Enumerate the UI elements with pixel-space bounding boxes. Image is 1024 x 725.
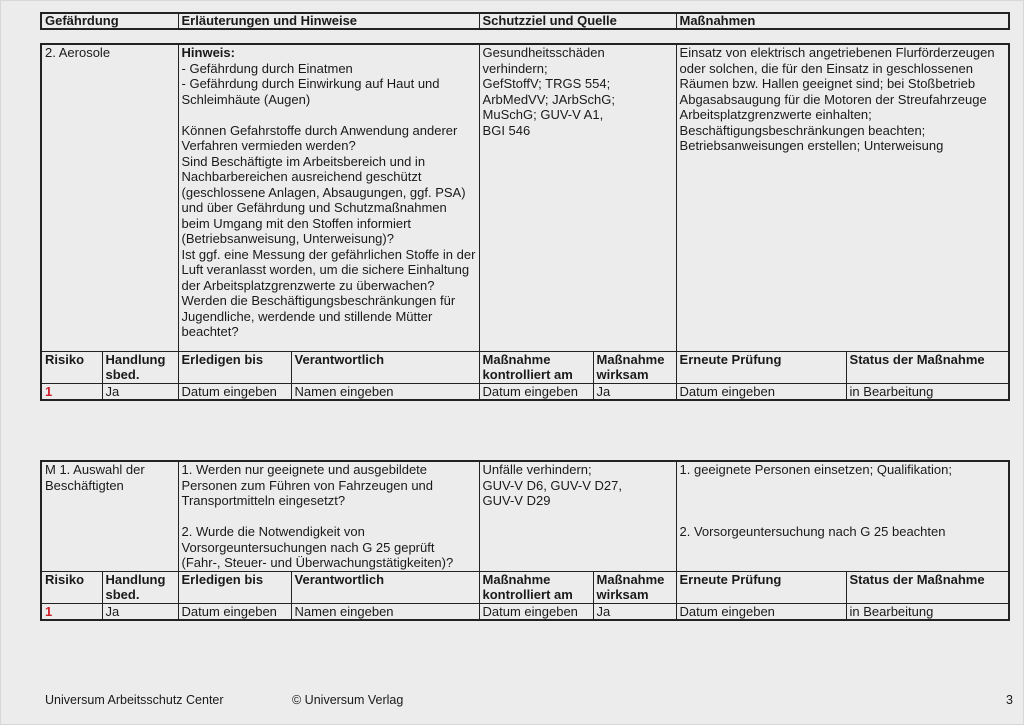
subheader-wirksam: Maßnahme wirksam — [593, 351, 676, 383]
page-number: 3 — [1006, 693, 1013, 707]
pruefung-field[interactable]: Datum eingeben — [676, 383, 846, 400]
massnahmen-cell: Einsatz von elektrisch angetriebenen Flurförderzeugen oder solchen, die für den Einsatz in geschlossenen Räumen bzw. Hallen geeignet sind; bei Stoßbetrieb Abgasabsaugung für die Motoren der Streufahrzeuge Arbeitsplatzgrenzwerte einhalten; Beschäftigungsbeschränkungen beachten; Betriebsanweisungen erstellen; Unterweisung — [676, 44, 1009, 351]
header-gefaehrdung: Gefährdung — [41, 13, 178, 29]
verantwortlich-field[interactable]: Namen eingeben — [291, 603, 479, 620]
footer-copyright: © Universum Verlag — [292, 693, 404, 707]
schutzziel-cell: Gesundheitsschäden verhindern; GefStoffV; TRGS 554; ArbMedVV; JArbSchG; MuSchG; GUV-V A1, BGI 546 — [479, 44, 676, 351]
verantwortlich-field[interactable]: Namen eingeben — [291, 383, 479, 400]
massnahmen-cell: 1. geeignete Personen einsetzen; Qualifikation; 2. Vorsorgeuntersuchung nach G 25 beachten — [676, 461, 1009, 571]
subheader-pruefung: Erneute Prüfung — [676, 571, 846, 603]
subheader-handlung: Handlung sbed. — [102, 351, 178, 383]
gefaehrdung-cell: M 1. Auswahl der Beschäftigten — [41, 461, 178, 571]
handlung-field[interactable]: Ja — [102, 383, 178, 400]
subheader-erledigen: Erledigen bis — [178, 351, 291, 383]
wirksam-field[interactable]: Ja — [593, 383, 676, 400]
handlung-field[interactable]: Ja — [102, 603, 178, 620]
gefaehrdung-cell: 2. Aerosole — [41, 44, 178, 351]
subheader-wirksam: Maßnahme wirksam — [593, 571, 676, 603]
kontrolliert-field[interactable]: Datum eingeben — [479, 603, 593, 620]
subheader-risiko: Risiko — [41, 351, 102, 383]
subheader-verantwortlich: Verantwortlich — [291, 571, 479, 603]
subheader-kontrolliert: Maßnahme kontrolliert am — [479, 571, 593, 603]
hazard-entry-auswahl — [40, 460, 1010, 621]
erledigen-field[interactable]: Datum eingeben — [178, 603, 291, 620]
subheader-erledigen: Erledigen bis — [178, 571, 291, 603]
status-field[interactable]: in Bearbeitung — [846, 383, 1009, 400]
erlaeuterungen-text: - Gefährdung durch Einatmen - Gefährdung durch Einwirkung auf Haut und Schleimhäute (Augen) Können Gefahrstoffe durch Anwendung anderer Verfahren vermieden werden? Sind Beschäftigte im Arbeitsbereich und in Nachbarbereichen ausreichend geschützt (geschlossene Anlagen, Absaugungen, ggf. PSA) und über Gefährdung und Schutzmaßnahmen beim Umgang mit den Stoffen informiert (Betriebsanweisung, Unterweisung)? Ist ggf. eine Messung der gefährlichen Stoffe in der Luft veranlasst worden, um die sichere Einhaltung der Arbeitsplatzgrenzwerte zu überwachen? Werden die Beschäftigungsbeschränkungen für Jugendliche, werdende und stillende Mütter beachtet? — [181, 60, 476, 339]
hinweis-label: Hinweis: — [181, 45, 235, 60]
risiko-field[interactable]: 1 — [41, 603, 102, 620]
erledigen-field[interactable]: Datum eingeben — [178, 383, 291, 400]
status-field[interactable]: in Bearbeitung — [846, 603, 1009, 620]
column-header-table — [40, 12, 1010, 30]
header-massnahmen: Maßnahmen — [676, 13, 1009, 29]
subheader-verantwortlich: Verantwortlich — [291, 351, 479, 383]
erlaeuterungen-cell: 1. Werden nur geeignete und ausgebildete Personen zum Führen von Fahrzeugen und Transportmitteln eingesetzt? 2. Wurde die Notwendigkeit von Vorsorgeuntersuchungen nach G 25 geprüft (Fahr-, Steuer- und Überwachungstätigkeiten)? — [178, 461, 479, 571]
wirksam-field[interactable]: Ja — [593, 603, 676, 620]
pruefung-field[interactable]: Datum eingeben — [676, 603, 846, 620]
hazard-entry-aerosole — [40, 43, 1010, 401]
erlaeuterungen-cell — [178, 44, 479, 351]
footer-left: Universum Arbeitsschutz Center — [45, 693, 224, 707]
schutzziel-cell: Unfälle verhindern; GUV-V D6, GUV-V D27, GUV-V D29 — [479, 461, 676, 571]
subheader-status: Status der Maßnahme — [846, 571, 1009, 603]
subheader-handlung: Handlung sbed. — [102, 571, 178, 603]
header-erlaeuterungen: Erläuterungen und Hinweise — [178, 13, 479, 29]
subheader-status: Status der Maßnahme — [846, 351, 1009, 383]
subheader-pruefung: Erneute Prüfung — [676, 351, 846, 383]
subheader-kontrolliert: Maßnahme kontrolliert am — [479, 351, 593, 383]
kontrolliert-field[interactable]: Datum eingeben — [479, 383, 593, 400]
header-schutzziel: Schutzziel und Quelle — [479, 13, 676, 29]
risiko-field[interactable]: 1 — [41, 383, 102, 400]
subheader-risiko: Risiko — [41, 571, 102, 603]
